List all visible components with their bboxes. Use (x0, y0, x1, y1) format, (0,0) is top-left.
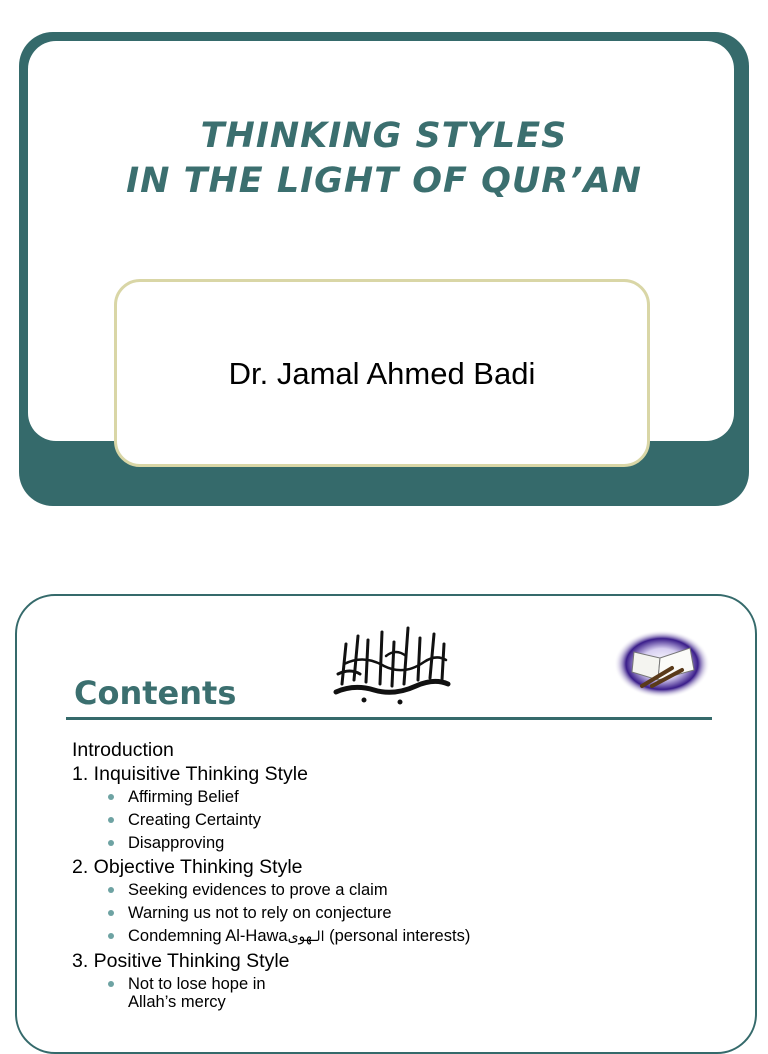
slide-title-line-1: THINKING STYLES (200, 116, 568, 156)
list-item: Introduction (72, 739, 174, 761)
contents-list (72, 738, 732, 1011)
list-item: 2. Objective Thinking Style (72, 856, 303, 878)
heading-divider (66, 717, 712, 720)
arabic-term: الـهوى (287, 929, 325, 945)
bullet-icon (108, 840, 114, 846)
sub-list-item: Affirming Belief (72, 786, 732, 809)
bullet-icon (108, 794, 114, 800)
bullet-icon (108, 910, 114, 916)
author-box (114, 279, 650, 467)
sub-list-item: Creating Certainty (72, 809, 732, 832)
list-item: 1. Inquisitive Thinking Style (72, 763, 308, 785)
contents-heading: Contents (74, 674, 237, 712)
sub-list-item: Disapproving (72, 832, 732, 855)
basmala-calligraphy-image (324, 614, 454, 706)
list-item: 3. Positive Thinking Style (72, 950, 290, 972)
bullet-icon (108, 933, 114, 939)
contents-slide (15, 594, 757, 1054)
slide-title-line-2: IN THE LIGHT OF QUR’AN (126, 161, 642, 201)
bullet-icon (108, 817, 114, 823)
title-slide (19, 32, 749, 506)
sub-list-item: Warning us not to rely on conjecture (72, 902, 732, 925)
sub-list-item: Not to lose hope in Allah’s mercy (72, 973, 732, 1011)
bullet-icon (108, 887, 114, 893)
author-name: Dr. Jamal Ahmed Badi (228, 356, 536, 391)
sub-list-item: Condemning Al-Hawaالـهوى (personal interests) (72, 925, 732, 949)
open-quran-icon (612, 628, 712, 703)
sub-list-item: Seeking evidences to prove a claim (72, 879, 732, 902)
bullet-icon (108, 981, 114, 987)
